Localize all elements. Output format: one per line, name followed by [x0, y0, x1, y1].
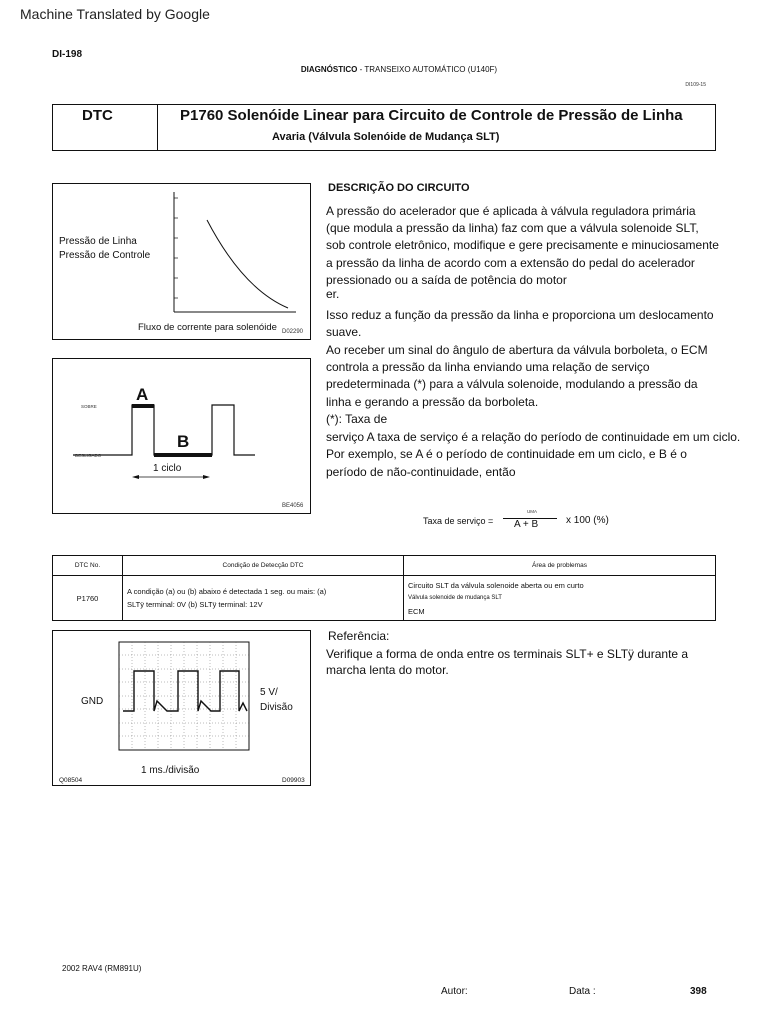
- desc-line-8: suave.: [326, 325, 362, 339]
- off-label: DESLIGADO: [75, 453, 102, 458]
- page-id: DI-198: [52, 49, 83, 60]
- desc-line-14: serviço A taxa de serviço é a relação do período de continuidade em um ciclo.: [326, 430, 741, 444]
- dtc-subtitle: Avaria (Válvula Solenóide de Mudança SLT): [272, 131, 500, 143]
- reference-line-1: Verifique a forma de onda entre os terminais SLT+ e SLTÿ durante a: [326, 647, 689, 661]
- dtc-title: P1760 Solenóide Linear para Circuito de Controle de Pressão de Linha: [180, 107, 683, 124]
- cell-condition: [123, 576, 404, 621]
- duty-waveform: [73, 405, 255, 455]
- desc-line-15: Por exemplo, se A é o período de continuidade em um ciclo, e B é o: [326, 447, 687, 461]
- reference-line-2: marcha lenta do motor.: [326, 663, 449, 677]
- pressure-curve-graph: [53, 184, 312, 341]
- dtc-box-divider: [157, 104, 158, 151]
- formula-denominator: A + B: [514, 519, 539, 530]
- area-line-3: ECM: [408, 606, 425, 616]
- figure-code-left: Q08504: [59, 777, 83, 784]
- desc-line-5: pressionado ou a saída de potência do motor: [326, 273, 567, 287]
- time-label: 1 ms./divisão: [141, 765, 200, 776]
- dtc-label: DTC: [82, 107, 113, 124]
- label-a: A: [136, 385, 149, 404]
- desc-line-16: período de não-continuidade, então: [326, 465, 516, 479]
- y-label-line-pressure: Pressão de Linha: [59, 236, 137, 247]
- gnd-label: GND: [81, 696, 104, 707]
- desc-line-1: A pressão do acelerador que é aplicada à válvula reguladora primária: [326, 204, 696, 218]
- oscilloscope-figure: [52, 630, 311, 786]
- area-line-2: Válvula solenoide de mudança SLT: [408, 594, 502, 601]
- dtc-table: [52, 555, 716, 621]
- label-b: B: [177, 432, 190, 451]
- desc-line-9: Ao receber um sinal do ângulo de abertura da válvula borboleta, o ECM: [326, 343, 708, 357]
- desc-line-6: er.: [326, 287, 340, 301]
- footer-model: 2002 RAV4 (RM891U): [62, 964, 142, 973]
- desc-line-7: Isso reduz a função da pressão da linha e proporciona um deslocamento: [326, 308, 714, 322]
- x-label-current: Fluxo de corrente para solenóide: [138, 322, 277, 333]
- desc-line-4: a pressão da linha de acordo com a extensão do pedal do acelerador: [326, 256, 695, 270]
- desc-line-13: (*): Taxa de: [326, 412, 388, 426]
- duty-cycle-figure: [52, 358, 311, 514]
- footer-date-label: Data :: [569, 986, 596, 997]
- section-title: DIAGNÓSTICO: [300, 65, 358, 74]
- cell-dtc-code: P1760: [53, 576, 123, 621]
- desc-line-10: controla a pressão da linha enviando uma relação de serviço: [326, 360, 650, 374]
- section-header: [0, 65, 768, 74]
- formula-numerator: UMA: [527, 509, 537, 514]
- on-label: SOBRE: [81, 404, 97, 409]
- header-detection-condition: Condição de Detecção DTC: [123, 556, 404, 576]
- desc-line-2: (que modula a pressão da linha) faz com que a válvula solenoide SLT,: [326, 221, 699, 235]
- reference-title: Referência:: [328, 629, 390, 643]
- header-dtc-no: DTC No.: [53, 556, 123, 576]
- cycle-label: 1 ciclo: [153, 463, 182, 474]
- header-trouble-area: Área de problemas: [404, 556, 716, 576]
- volts-label-2: Divisão: [260, 702, 293, 713]
- figure-code: BE4056: [282, 503, 304, 509]
- area-line-1: Circuito SLT da válvula solenoide aberta ou em curto: [408, 580, 584, 590]
- section-subtitle: - TRANSEIXO AUTOMÁTICO (U140F): [357, 65, 498, 74]
- circuit-description-title: DESCRIÇÃO DO CIRCUITO: [328, 182, 470, 194]
- volts-label-1: 5 V/: [260, 687, 278, 698]
- machine-translation-banner: Machine Translated by Google: [20, 6, 210, 22]
- page-number: 398: [690, 986, 707, 997]
- formula-prefix: Taxa de serviço =: [423, 516, 494, 526]
- pressure-figure: [52, 183, 311, 340]
- cell-trouble-area: [404, 576, 716, 621]
- scope-waveform: [123, 671, 247, 711]
- condition-line-2: SLTÿ terminal: 0V (b) SLTÿ terminal: 12V: [127, 600, 263, 609]
- figure-code-right: D09903: [282, 777, 305, 784]
- pressure-curve: [207, 220, 288, 308]
- figure-code: D02290: [282, 329, 304, 335]
- desc-line-3: sob controle eletrônico, modifique e gere precisamente e minuciosamente: [326, 238, 719, 252]
- condition-line-1: A condição (a) ou (b) abaixo é detectada 1 seg. ou mais: (a): [127, 587, 327, 596]
- desc-line-11: predeterminada (*) para a válvula solenoide, modulando a pressão da: [326, 377, 698, 391]
- doc-code: DI109-15: [685, 82, 706, 88]
- y-label-control-pressure: Pressão de Controle: [59, 250, 151, 261]
- desc-line-12: linha e gerando a pressão da borboleta.: [326, 395, 539, 409]
- formula-suffix: x 100 (%): [566, 515, 609, 526]
- footer-author-label: Autor:: [441, 986, 468, 997]
